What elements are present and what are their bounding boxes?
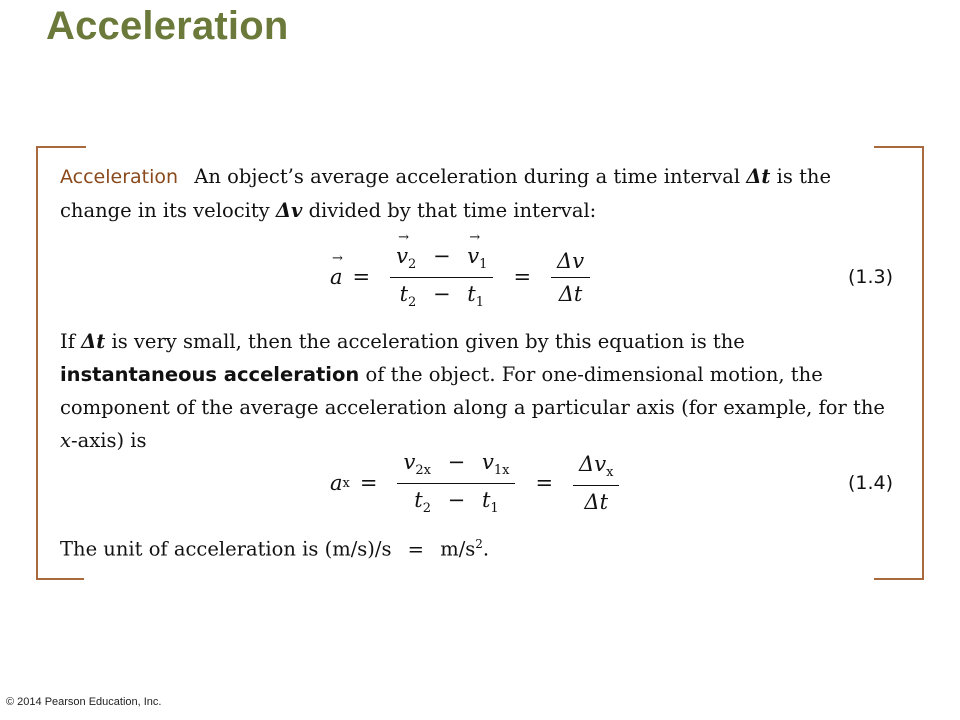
eq2-rhs-num: Δv — [579, 452, 607, 477]
copyright-notice: © 2014 Pearson Education, Inc. — [6, 696, 162, 708]
unit-text-a: The unit of acceleration is (m/s)/s — [60, 537, 392, 561]
eq2-rhs-num-sub: x — [606, 465, 614, 481]
definition-term: Acceleration — [60, 166, 179, 188]
p2-text-c: of the object. For one-dimensional motion, the component of the average acceleration along a particular axis (for example, for the — [60, 363, 885, 419]
eq2-v2x: v — [403, 450, 416, 475]
eq1-v1-sub: 1 — [479, 257, 488, 273]
definition-text-c: divided by that time interval: — [308, 199, 597, 222]
eq2-minus-num: − — [447, 450, 466, 475]
slide-title: Acceleration — [46, 4, 289, 48]
eq1-lhs: a → — [330, 265, 343, 289]
eq2-lhs-sub: x — [342, 475, 350, 491]
eq2-fraction-1 — [397, 450, 515, 515]
delta-v-symbol: Δv — [275, 199, 303, 222]
eq2-rhs-den: Δt — [584, 489, 609, 514]
instantaneous-term: instantaneous acceleration — [60, 363, 360, 386]
p2-delta-t-symbol: Δt — [81, 330, 106, 353]
instantaneous-paragraph — [60, 325, 902, 457]
eq2-t2: t — [414, 487, 423, 512]
eq1-t2-sub: 2 — [408, 294, 417, 310]
unit-exponent: 2 — [475, 537, 483, 551]
unit-paragraph — [60, 528, 902, 566]
delta-t-symbol: Δt — [746, 165, 771, 188]
eq2-t1-sub: 1 — [490, 500, 499, 516]
equation-1-4 — [330, 448, 629, 518]
eq1-fraction-1 — [390, 244, 493, 309]
equation-1-3 — [330, 242, 600, 312]
unit-end: . — [482, 537, 490, 561]
eq1-minus-num: − — [432, 244, 451, 269]
definition-text-b: is the change in its velocity — [60, 165, 832, 222]
p2-text-d: -axis) is — [71, 429, 147, 452]
unit-text-b: m/s — [440, 537, 476, 561]
eq2-minus-den: − — [447, 487, 466, 512]
frame-bottom-right — [874, 578, 922, 580]
eq2-equals-1: = — [359, 471, 378, 495]
equation-number-1-4: (1.4) — [848, 472, 894, 494]
definition-paragraph — [60, 160, 902, 227]
p2-text-a: If — [60, 330, 75, 353]
eq2-v1x: v — [481, 450, 494, 475]
eq2-fraction-2 — [573, 452, 619, 513]
eq1-fraction-2 — [551, 249, 590, 306]
definition-text-a: An object’s average acceleration during a time interval — [194, 165, 741, 188]
eq2-v2x-sub: 2x — [415, 463, 431, 479]
eq2-equals-2: = — [535, 471, 554, 495]
eq1-rhs-num: Δv — [551, 249, 590, 278]
eq1-t1-sub: 1 — [475, 294, 485, 310]
eq2-lhs: a — [330, 471, 343, 495]
eq2-t2-sub: 2 — [422, 500, 431, 516]
eq1-v2: v → — [396, 244, 408, 268]
eq1-t2: t — [399, 281, 409, 306]
eq2-t1: t — [481, 487, 491, 512]
p2-axis-symbol: x — [60, 429, 71, 452]
eq1-rhs-den: Δt — [558, 281, 583, 306]
p2-text-b: is very small, then the acceleration given by this equation is the — [111, 330, 745, 353]
equation-number-1-3: (1.3) — [848, 266, 894, 288]
eq1-equals-1: = — [352, 265, 371, 289]
eq1-t1: t — [467, 281, 476, 306]
frame-bottom-left — [36, 578, 84, 580]
unit-equals: = — [407, 537, 424, 561]
eq1-v2-sub: 2 — [408, 257, 417, 273]
eq1-equals-2: = — [513, 265, 532, 289]
eq1-minus-den: − — [432, 281, 451, 306]
eq2-v1x-sub: 1x — [493, 463, 510, 479]
eq1-v1: v → — [467, 244, 479, 268]
